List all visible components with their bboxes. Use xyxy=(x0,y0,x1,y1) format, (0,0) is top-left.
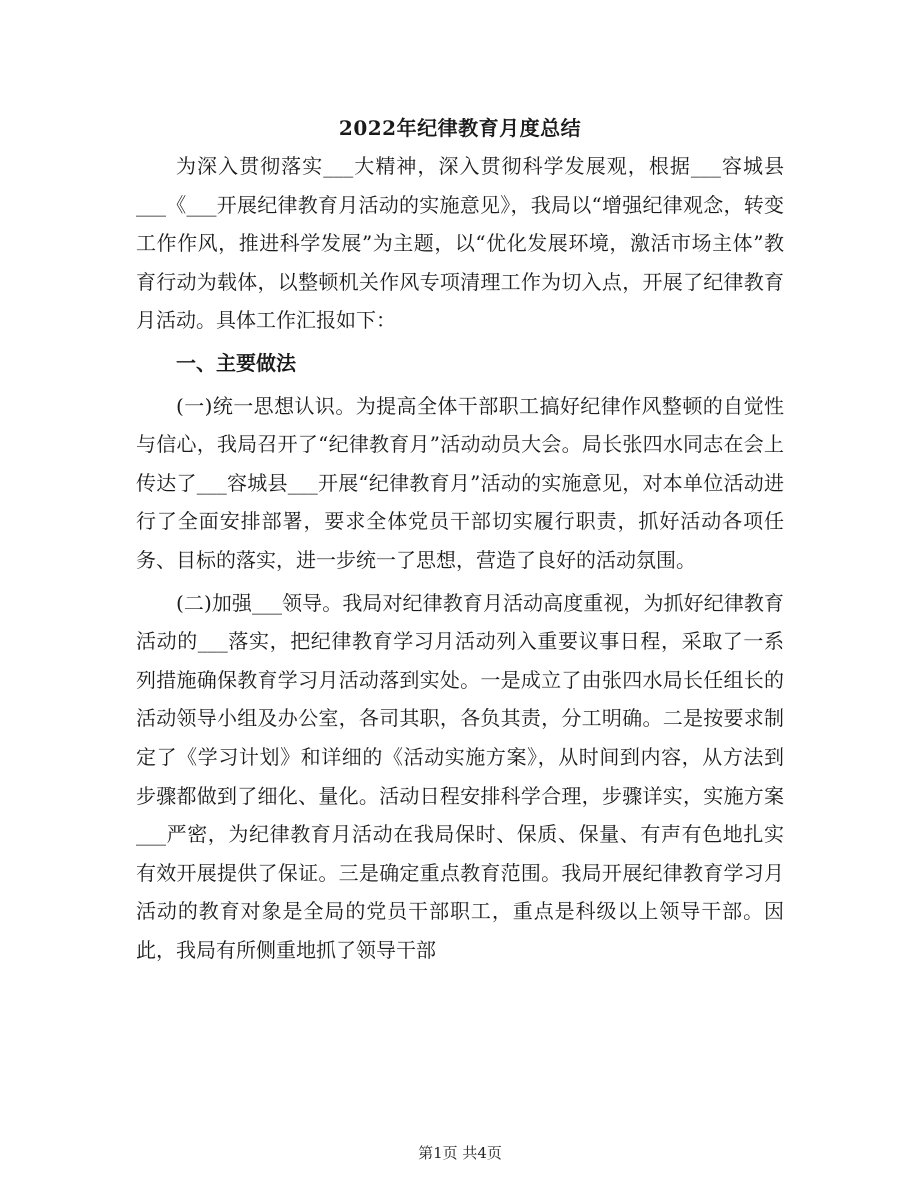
document-body xyxy=(136,147,784,969)
intro-paragraph: 为深入贯彻落实___大精神，深入贯彻科学发展观，根据___容城县___《___开展纪律教育月活动的实施意见》，我局以“增强纪律观念，转变工作作风，推进科学发展”为主题，以“优化发展环境，激活市场主体”教育行动为载体，以整顿机关作风专项清理工作为切入点，开展了纪律教育月活动。具体工作汇报如下： xyxy=(136,154,784,333)
document-title: 2022年纪律教育月度总结 xyxy=(338,116,582,140)
page-footer: 第1页 共4页 xyxy=(418,1144,502,1162)
section-2-paragraph: (二)加强___领导。我局对纪律教育月活动高度重视，为抓好纪律教育活动的___落实，把纪律教育学习月活动列入重要议事日程，采取了一系列措施确保教育学习月活动落到实处。一是成立了由张四水局长任组长的活动领导小组及办公室，各司其职，各负其责，分工明确。二是按要求制定了《学习计划》和详细的《活动实施方案》，从时间到内容，从方法到步骤都做到了细化、量化。活动日程安排科学合理，步骤详实，实施方案___严密，为纪律教育月活动在我局保时、保质、保量、有声有色地扎实有效开展提供了保证。三是确定重点教育范围。我局开展纪律教育学习月活动的教育对象是全局的党员干部职工，重点是科级以上领导干部。因此，我局有所侧重地抓了领导干部 xyxy=(136,590,784,962)
section-1-paragraph: (一)统一思想认识。为提高全体干部职工搞好纪律作风整顿的自觉性与信心，我局召开了“纪律教育月”活动动员大会。局长张四水同志在会上传达了___容城县___开展“纪律教育月”活动的实施意见，对本单位活动进行了全面安排部署，要求全体党员干部切实履行职责，抓好活动各项任务、目标的落实，进一步统一了思想，营造了良好的活动氛围。 xyxy=(136,393,784,572)
section-heading: 一、主要做法 xyxy=(176,350,296,375)
